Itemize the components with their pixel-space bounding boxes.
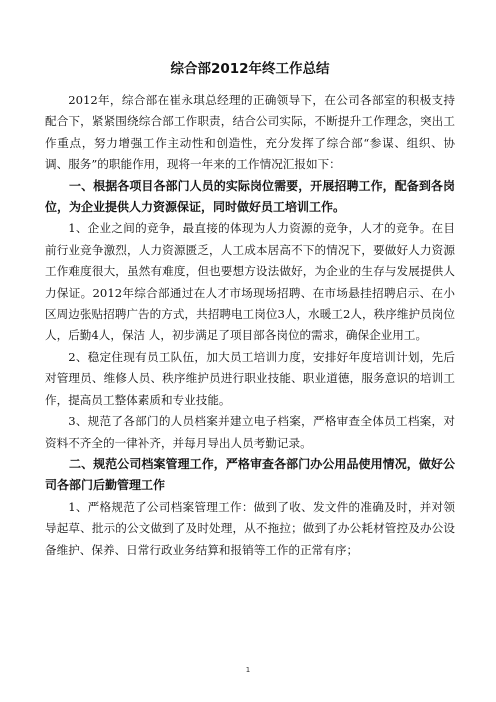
section-1-heading: 一、根据各项目各部门人员的实际岗位需要，开展招聘工作，配备到各岗位，为企业提供人力资源保证，同时做好员工培训工作。 [45, 178, 455, 215]
page-number: 1 [245, 666, 251, 674]
section-2-item-1: 1、严格规范了公司档案管理工作：做到了收、发文件的准确及时，并对领导起草、批示的公文做到了及时处理，从不拖拉；做到了办公耗材管控及办公设备维护、保养、日常行政业务结算和报销等工作的正常有序； [45, 499, 455, 557]
section-1-item-2: 2、稳定住现有员工队伍，加大员工培训力度，安排好年度培训计划，先后对管理员、维修人员、秩序维护员进行职业技能、职业道德，服务意识的培训工作，提高员工整体素质和专业技能。 [45, 349, 455, 407]
section-1-item-3: 3、规范了各部门的人员档案并建立电子档案，严格审查全体员工档案，对资料不齐全的一律补齐，并每月导出人员考勤记录。 [45, 414, 455, 450]
section-2-heading: 二、规范公司档案管理工作，严格审查各部门办公用品使用情况，做好公司各部门后勤管理工作 [45, 456, 455, 493]
document-title: 综合部2012年终工作总结 [170, 61, 330, 77]
intro-paragraph: 2012年，综合部在崔永琪总经理的正确领导下，在公司各部室的积极支持配合下，紧紧围绕综合部工作职责，结合公司实际，不断提升工作理念，突出工作重点，努力增强工作主动性和创造性，充分发挥了综合部“参谋、组织、协调、服务”的职能作用，现将一年来的工作情况汇报如下： [45, 93, 455, 172]
section-1-item-1: 1、企业之间的竞争，最直接的体现为人力资源的竞争，人才的竞争。在目前行业竞争激烈，人力资源匮乏，人工成本居高不下的情况下，要做好人力资源工作难度很大，虽然有难度，但也要想方设法做好，为企业的生存与发展提供人力保证。2012年综合部通过在人才市场现场招聘、在市场悬挂招聘启示、在小区周边张贴招聘广告的方式，共招聘电工岗位3人，水暖工2人，秩序维护员岗位 人，后勤4人，保洁 人，初步满足了项目部各岗位的需求，确保企业用工。 [45, 221, 455, 343]
document-page [45, 60, 455, 561]
